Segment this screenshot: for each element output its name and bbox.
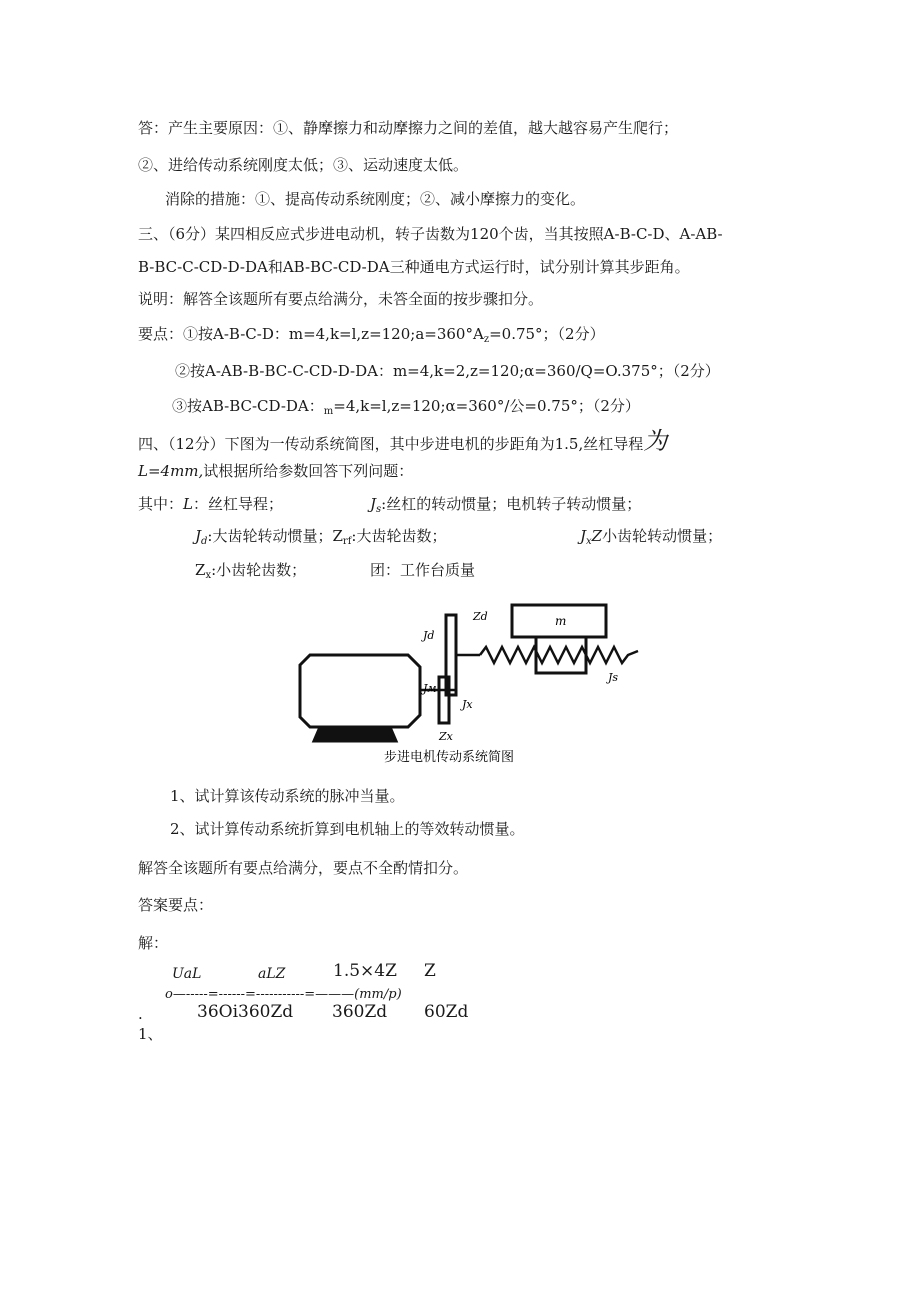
label-jx: Jx xyxy=(462,698,473,711)
q3-point-2: ②按A-AB-B-BC-C-CD-D-DA：m=4,k=2,z=120;α=360/Q=O.375°；（2分） xyxy=(175,362,720,380)
q3-point-1-tail: =0.75°；（2分） xyxy=(489,325,605,343)
q4-line-1-big: 为 xyxy=(643,427,668,455)
q3-point-3-head: ③按AB-BC-CD-DA： xyxy=(172,397,324,415)
var-Jd-sub: d xyxy=(201,536,208,547)
q4-line-2-text: 试根据所给参数回答下列问题： xyxy=(203,462,414,480)
q4-lead-value: L=4mm, xyxy=(138,462,204,480)
formula-num-1: UaL xyxy=(172,966,202,982)
formula-dot: . xyxy=(138,1005,143,1023)
q4-solve: 解： xyxy=(138,934,169,952)
q4-line-2 xyxy=(138,461,413,481)
q4-where-zx xyxy=(195,560,306,586)
label-jd: Jd xyxy=(423,629,435,642)
formula-den-3: 360Zd xyxy=(332,1002,388,1022)
answer-line-3: 消除的措施：①、提高传动系统刚度；②、减小摩擦力的变化。 xyxy=(165,190,586,208)
formula-num-2: aLZ xyxy=(258,966,286,982)
var-Js-desc: :丝杠的转动惯量；电机转子转动惯量； xyxy=(381,495,642,513)
var-Jd: J xyxy=(195,527,202,545)
var-Jx: J xyxy=(580,527,587,545)
q4-where-jx xyxy=(580,526,722,552)
var-Zrf-sub: rf xyxy=(342,536,352,547)
var-Jx-sub: x xyxy=(586,536,592,547)
q3-point-3-tail: =4,k=l,z=120;α=360°/公=0.75°；（2分） xyxy=(333,397,640,415)
formula-num-3: 1.5×4Z xyxy=(333,961,397,981)
var-L: L xyxy=(183,495,193,513)
transmission-diagram xyxy=(280,595,640,770)
answer-line-2: ②、进给传动系统刚度太低；③、运动速度太低。 xyxy=(138,156,469,174)
var-Zrf: Z xyxy=(332,527,343,545)
where-head: 其中： xyxy=(138,495,184,513)
var-L-desc: ：丝杠导程； xyxy=(192,495,283,513)
var-Js-sub: s xyxy=(376,504,382,515)
q4-scoring-note: 解答全该题所有要点给满分，要点不全酌情扣分。 xyxy=(138,859,469,877)
motor-base xyxy=(314,727,396,741)
formula-den-1: 36Oi360Zd xyxy=(197,1002,294,1022)
label-m: m xyxy=(555,614,567,628)
q3-point-1-sub: z xyxy=(483,334,490,345)
q4-answer-key: 答案要点： xyxy=(138,896,214,914)
q4-where-js xyxy=(370,494,641,520)
formula-fraction-line: o—-----=------=-----------=———(mm/p) xyxy=(165,987,402,1002)
q4-where-m: 团：工作台质量 xyxy=(370,561,476,579)
q3-point-3 xyxy=(172,396,640,422)
q3-line-1: 三、（6分）某四相反应式步进电动机，转子齿数为120个齿，当其按照A-B-C-D、A-AB- xyxy=(138,225,723,243)
formula-den-4: 60Zd xyxy=(424,1002,469,1022)
lead-screw xyxy=(480,647,638,663)
q4-line-1 xyxy=(138,427,668,455)
label-zx: Zx xyxy=(439,730,453,743)
q4-where-jd xyxy=(195,526,446,552)
label-jm: Jм xyxy=(423,682,437,695)
diagram-caption: 步进电机传动系统简图 xyxy=(384,750,515,765)
formula-item-label: 1、 xyxy=(138,1025,163,1043)
var-Zx: Z xyxy=(195,561,206,579)
q4-sub-1: 1、试计算该传动系统的脉冲当量。 xyxy=(170,787,405,805)
q3-point-1-main: 要点：①按A-B-C-D：m=4,k=l,z=120;a=360°A xyxy=(138,325,484,343)
var-Jx-z: Z xyxy=(591,527,603,545)
q3-point-3-sub: m xyxy=(323,406,334,417)
var-Jd-desc: :大齿轮转动惯量； xyxy=(207,527,333,545)
small-gear xyxy=(439,677,449,723)
var-Zx-sub: x xyxy=(205,570,212,581)
q4-sub-2: 2、试计算传动系统折算到电机轴上的等效转动惯量。 xyxy=(170,820,525,838)
formula-num-4: Z xyxy=(424,961,436,981)
answer-line-1: 答：产生主要原因：①、静摩擦力和动摩擦力之间的差值，越大越容易产生爬行； xyxy=(138,119,679,137)
var-Zrf-desc: :大齿轮齿数； xyxy=(351,527,447,545)
var-Js: J xyxy=(370,495,377,513)
label-zd: Zd xyxy=(473,610,488,623)
q3-line-2: B-BC-C-CD-D-DA和AB-BC-CD-DA三种通电方式运行时，试分别计算其步距角。 xyxy=(138,258,690,276)
q4-line-1-text: 四、（12分）下图为一传动系统简图，其中步进电机的步距角为1.5,丝杠导程 xyxy=(138,435,644,453)
var-Zx-desc: :小齿轮齿数； xyxy=(211,561,307,579)
motor-body xyxy=(300,655,420,727)
q3-note: 说明：解答全该题所有要点给满分，未答全面的按步骤扣分。 xyxy=(138,290,544,308)
q3-point-1 xyxy=(138,324,605,350)
label-js: Js xyxy=(608,671,619,684)
q4-where-line-1 xyxy=(138,494,283,514)
var-Jx-desc: 小齿轮转动惯量； xyxy=(602,527,723,545)
